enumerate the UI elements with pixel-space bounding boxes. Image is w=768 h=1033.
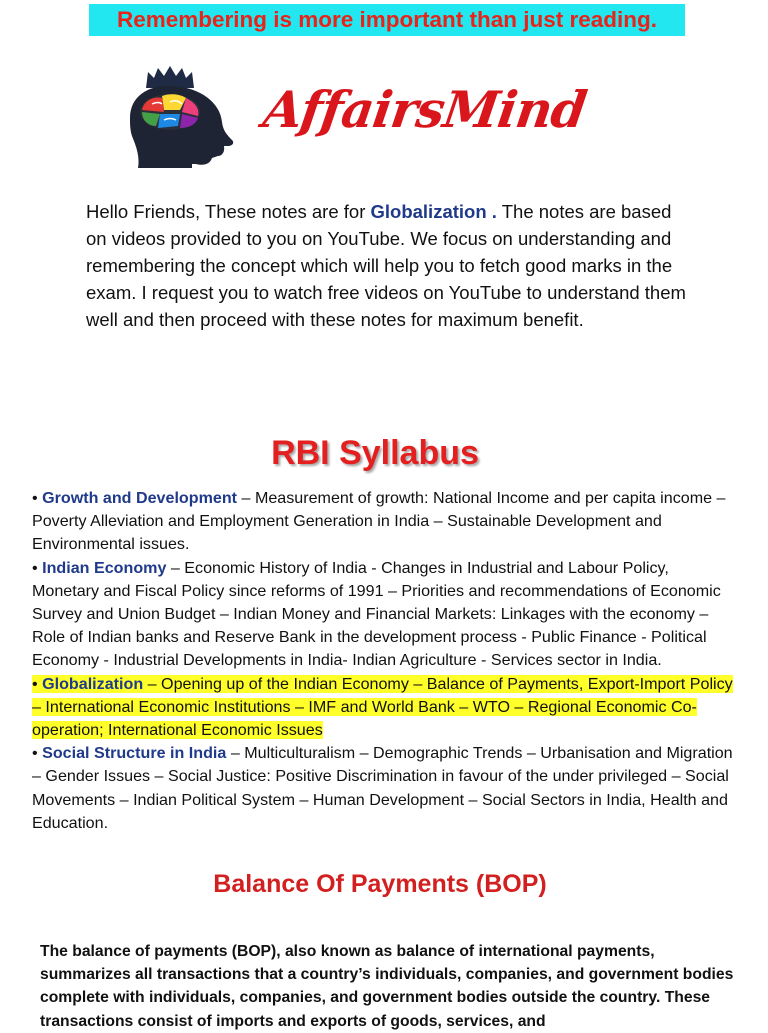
intro-text-before: Hello Friends, These notes are for: [86, 201, 371, 222]
syllabus-item: [32, 487, 738, 557]
bop-paragraph: The balance of payments (BOP), also known as balance of international payments, summarizes all transactions that a country’s individuals, companies, and government bodies complete with individuals, companies, and government bodies outside the country. These transactions consist of imports and exports of goods, services, and: [40, 943, 734, 1030]
syllabus-item-title: Globalization: [42, 674, 144, 693]
syllabus-item: [32, 557, 738, 673]
bullet: •: [32, 744, 43, 763]
brain-head-logo-icon: [108, 60, 238, 168]
syllabus-heading: RBI Syllabus: [271, 434, 479, 472]
syllabus-item-text: – Multiculturalism – Demographic Trends – Urbanisation and Migration – Gender Issues – Social Justice: Positive Discrimination in favour of the under privileged – Social Movements – Indian Political System – Human Development – Social Sectors in India, Health and Education.: [32, 744, 733, 832]
brand-logo-text: AffairsMind: [259, 80, 590, 139]
syllabus-item-text: – Opening up of the Indian Economy – Balance of Payments, Export-Import Policy – International Economic Institutions – IMF and World Bank – WTO – Regional Economic Co-operation; International Economic Issues: [32, 674, 733, 740]
intro-text-after: The notes are based on videos provided to you on YouTube. We focus on understanding and remembering the concept which will help you to fetch good marks in the exam. I request you to watch free videos on YouTube to understand them well and then proceed with these notes for maximum benefit.: [86, 201, 686, 330]
bullet: •: [32, 674, 43, 693]
intro-paragraph: [86, 198, 696, 333]
syllabus-list: [32, 487, 738, 835]
bullet: •: [32, 558, 43, 577]
bop-heading: Balance Of Payments (BOP): [213, 870, 547, 898]
bullet: •: [32, 489, 43, 507]
motto-banner: Remembering is more important than just reading.: [89, 4, 685, 36]
syllabus-item-text: – Measurement of growth: National Income and per capita income – Poverty Alleviation and Employment Generation in India – Sustainable Development and Environmental issues.: [32, 489, 726, 554]
intro-topic-dot: .: [486, 201, 497, 222]
syllabus-item: [32, 742, 738, 835]
intro-topic: Globalization: [370, 201, 487, 222]
syllabus-item-title: Indian Economy: [42, 558, 167, 577]
syllabus-item-title: Growth and Development: [42, 489, 238, 507]
syllabus-item-highlighted: [32, 673, 738, 743]
syllabus-item-title: Social Structure in India: [42, 744, 227, 763]
syllabus-item-text: – Economic History of India - Changes in Industrial and Labour Policy, Monetary and Fiscal Policy since reforms of 1991 – Priorities and recommendations of Economic Survey and Union Budget – Indian Money and Financial Markets: Linkages with the economy – Role of Indian banks and Reserve Bank in the development process - Public Finance - Political Economy - Industrial Developments in India- Indian Agriculture - Services sector in India.: [32, 558, 721, 670]
